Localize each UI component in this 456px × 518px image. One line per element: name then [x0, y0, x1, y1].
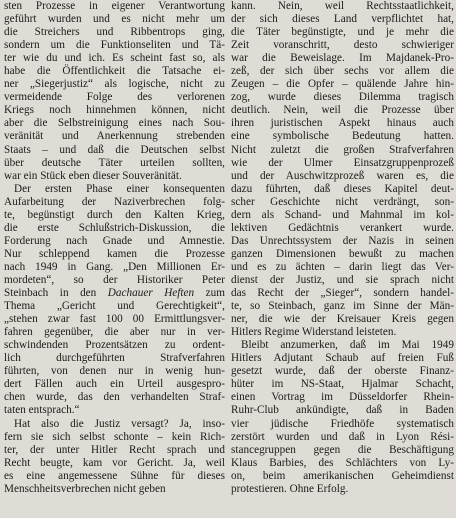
text-line: ner, die wie der Kreisauer Kreis gegen	[231, 313, 454, 326]
text-line: „stehen zwar fast 100 00 Ermittlungsver-	[4, 313, 225, 326]
text-line: und der Auschwitzprozeß waren es, die	[231, 169, 454, 182]
text-line: Menschheitsverbrechen nicht geben	[4, 482, 166, 495]
text-line: te, begünstigt durch den Kalten Krieg,	[4, 208, 225, 221]
text-line: geführt wurden und es nicht mehr um	[4, 13, 225, 26]
text-line: te, so Steinbach, ganz im Sinne der Män-	[231, 300, 454, 313]
article-column-right	[231, 0, 454, 496]
article-paragraph	[231, 0, 454, 339]
text-line: Steinbach in den Dachauer Heften zum	[4, 287, 225, 300]
text-line: zeß, der sich über sechs vor allem die	[231, 65, 454, 78]
text-line: mordeten“, so der Historiker Peter	[4, 273, 225, 286]
article-paragraph	[4, 418, 225, 496]
text-line: Hitlers Regime Widerstand leisteten.	[231, 326, 397, 339]
text-line: zog, wurde dieses Dilemma tragisch	[231, 91, 454, 104]
text-line: veränität und Anerkennung strebenden	[4, 130, 225, 143]
text-line: wie der Ulmer Einsatzgruppenprozeß	[231, 156, 454, 169]
text-line: war ein Stück eben dieser Souveränität.	[4, 169, 182, 182]
text-line: on, beim amerikanischen Geheimdienst	[231, 469, 454, 482]
text-line: kann. Nein, weil Rechtsstaatlichkeit,	[231, 0, 454, 12]
text-line: es eine angemessene Sühne für dieses	[4, 469, 225, 482]
article-paragraph	[4, 183, 225, 418]
text-line: stancegruppen gegen die Beschäftigung	[231, 443, 454, 456]
text-line: Nicht zuletzt die großen Strafverfahren	[231, 143, 454, 156]
text-line: fahren gegenüber, die aber nur in ver-	[4, 326, 225, 339]
text-line: vier jüdische Friedhöfe systematisch	[231, 417, 454, 430]
text-line: ner „Siegerjustiz“ als logische, nicht zu	[4, 78, 225, 91]
text-line: und es zu ächten – darin liegt das Ver-	[231, 260, 454, 273]
text-line: ter wie du und ich. Es scheint fast so, als	[4, 52, 225, 65]
text-line: Hitlers Adjutant Schaub auf freien Fuß	[231, 352, 454, 365]
text-line: die erste Schlußstrich-Diskussion, die	[4, 221, 225, 234]
text-line: sondern um die Funktionseliten und Tä-	[4, 39, 225, 52]
article-column-left	[4, 0, 225, 496]
text-line: Nur schleppend kamen die Prozesse	[4, 247, 225, 260]
text-line: einen Vortrag im Düsseldorfer Rhein-	[231, 391, 454, 404]
text-line: deutlich. Nein, weil die Prozesse über	[231, 104, 454, 117]
text-line: Ruhr-Club ankündigte, daß in Baden	[231, 404, 454, 417]
text-line: über deutsche Täter urteilen sollten,	[4, 156, 225, 169]
text-line: habe die Öffentlichkeit die Tatsache ei-	[4, 65, 225, 78]
text-line: Aufarbeitung der Naziverbrechen folg-	[4, 195, 225, 208]
text-line: gesetzt wurde, daß der oberste Finanz-	[231, 365, 454, 378]
text-line: zerstört wurden und daß in Lyon Rési-	[231, 430, 454, 443]
text-line: ter, der unter Hitler Recht sprach und	[4, 443, 225, 456]
article-paragraph	[231, 339, 454, 496]
text-line: nach 1949 in Gang. „Den Millionen Er-	[4, 260, 225, 273]
text-line: führten, von denen nur in wenig hun-	[4, 365, 225, 378]
text-line: eine symbolische Bedeutung hatten.	[231, 130, 454, 143]
text-line: dert Fällen auch ein Urteil ausgespro-	[4, 378, 225, 391]
text-line: chen wurde, das den verhandelten Straf-	[4, 391, 225, 404]
text-line: Das Unrechtssystem der Nazis in seinen	[231, 234, 454, 247]
text-line: Hat also die Justiz versagt? Ja, inso-	[14, 417, 225, 430]
text-line: die Streichers und Ribbentrops ging,	[4, 26, 225, 39]
text-line: lektiven Gedächtnis verankert wurde.	[231, 221, 454, 234]
text-line: Thema „Gericht und Gerechtigkeit“,	[4, 300, 225, 313]
text-line: sten Prozesse in eigener Verantwortung	[4, 0, 225, 12]
text-line: hüter im NS-Staat, Hjalmar Schacht,	[231, 378, 454, 391]
text-line: der sich dieses Land verpflichtet hat,	[231, 13, 454, 26]
text-line: Der ersten Phase einer konsequenten	[14, 182, 225, 195]
text-line: das Recht der „Sieger“, sondern handel-	[231, 287, 454, 300]
text-line: scher Geschichte nicht verdrängt, son-	[231, 195, 454, 208]
text-line: aber die Selbstreinigung eines nach Sou-	[4, 117, 225, 130]
text-line: Bleibt anzumerken, daß im Mai 1949	[241, 339, 454, 352]
text-line: war die Beweislage. Im Majdanek-Pro-	[231, 52, 454, 65]
text-line: taten entsprach.“	[4, 404, 80, 417]
text-line: fern sie sich selbst schonte – kein Rich-	[4, 430, 225, 443]
text-line: dazu führten, daß dieses Kapitel deut-	[231, 182, 454, 195]
text-line: Forderung nach Gnade und Amnestie.	[4, 234, 225, 247]
text-line: dienst der Justiz, und sie sprach nicht	[231, 273, 454, 286]
text-line: protestieren. Ohne Erfolg.	[231, 482, 349, 495]
text-line: Zeit voranschritt, desto schwieriger	[231, 39, 454, 52]
article-paragraph	[4, 0, 225, 183]
text-line: Zeugen – die Opfer – quälende Jahre hin-	[231, 78, 454, 91]
text-line: ganzen Dimensionen bewußt zu machen	[231, 247, 454, 260]
text-line: Recht beugte, kam vor Gericht. Ja, weil	[4, 456, 225, 469]
text-line: lich durchgeführten Strafverfahren	[4, 352, 225, 365]
text-line: die Täter begünstigte, und je mehr die	[231, 26, 454, 39]
text-line: Kriegs noch hinnehmen können, nicht	[4, 104, 225, 117]
text-line: vermeidende Folge des verlorenen	[4, 91, 225, 104]
text-line: dern als Schand- und Mahnmal im kol-	[231, 208, 454, 221]
text-line: schwindenden Prozentsätzen zu ordent-	[4, 339, 225, 352]
text-line: Staats – und daß die Deutschen selbst	[4, 143, 225, 156]
text-line: Klaus Barbies, des Schlächters von Ly-	[231, 456, 454, 469]
text-line: ihren juristischen Aspekt hinaus auch	[231, 117, 454, 130]
